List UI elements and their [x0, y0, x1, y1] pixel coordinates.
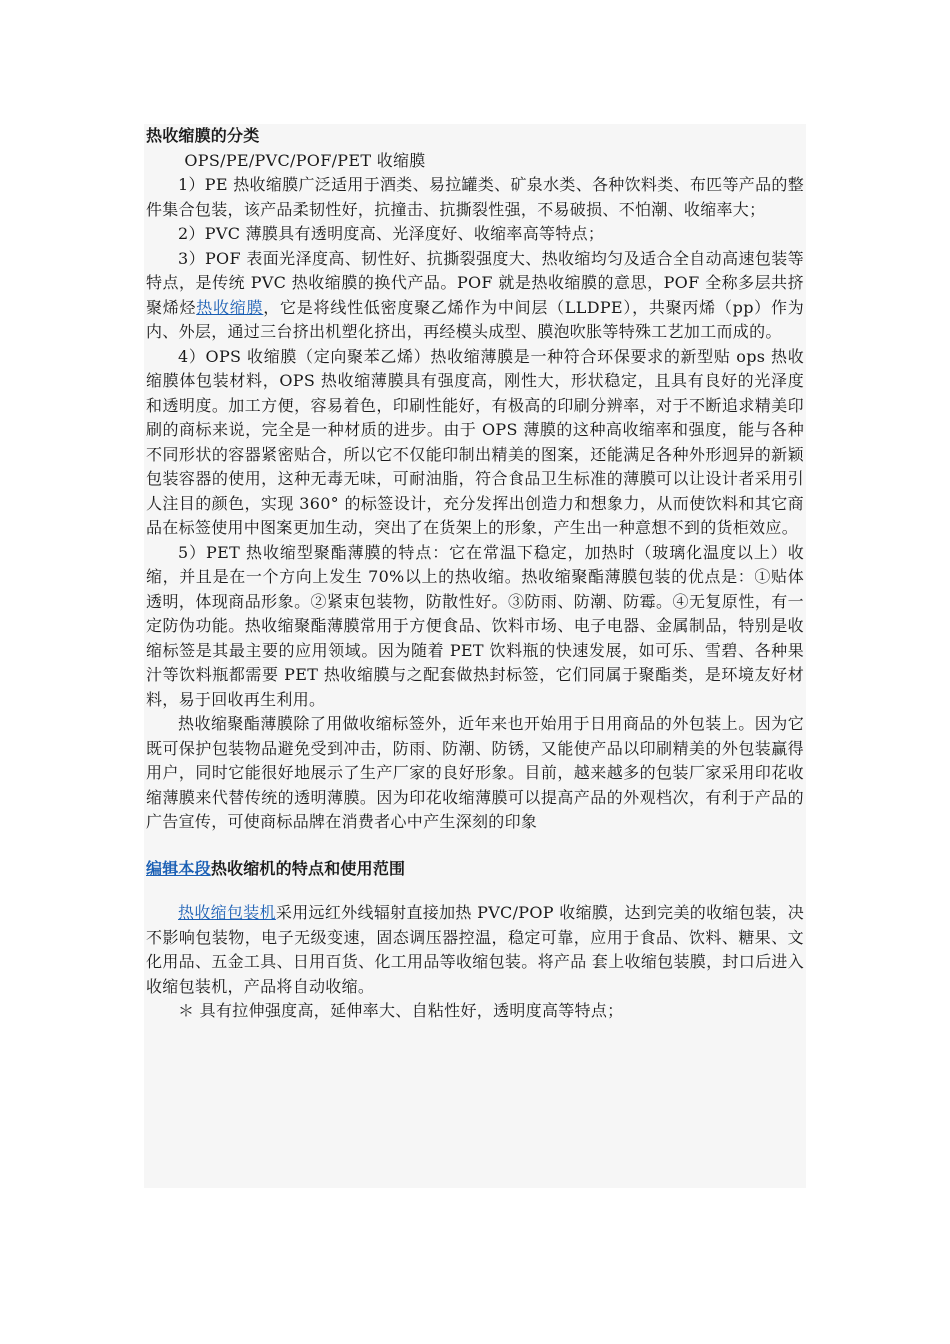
paragraph-pet-usage: 热收缩聚酯薄膜除了用做收缩标签外，近年来也开始用于日用商品的外包装上。因为它既可保护包装物品避免受到冲击，防雨、防潮、防锈，又能使产品以印刷精美的外包装赢得用户，同时它能很好地展示了生产厂家的良好形象。目前，越来越多的包装厂家采用印花收缩薄膜来代替传统的透明薄膜。因为印花收缩薄膜可以提高产品的外观档次，有利于产品的广告宣传，可使商标品牌在消费者心中产生深刻的印象 — [146, 714, 804, 831]
film-types-subtitle: OPS/PE/PVC/POF/PET 收缩膜 — [184, 150, 426, 170]
section-title-text: 热收缩机的特点和使用范围 — [210, 858, 406, 878]
paragraph-ops: 4）OPS 收缩膜（定向聚苯乙烯）热收缩薄膜是一种符合环保要求的新型贴 ops 热收缩膜体包装材料，OPS 热收缩薄膜具有强度高，刚性大，形状稳定，且具有良好的光泽度和透明度。加工方便，容易着色，印刷性能好，有极高的印刷分辨率，对于不断追求精美印刷的商标来说，完全是一种材质的进步。由于 OPS 薄膜的这种高收缩率和强度，能与各种不同形状的容器紧密贴合，所以它不仅能印制出精美的图案，还能满足各种外形迥异的新颖包装容器的使用，这种无毒无味，可耐油脂，符合食品卫生标准的薄膜可以让设计者采用引人注目的颜色，实现 360° 的标签设计，充分发挥出创造力和想象力，从而使饮料和其它商品在标签使用中图案更加生动，突出了在货架上的形象，产生出一种意想不到的货柜效应。 — [146, 346, 804, 537]
paragraph-machine — [146, 901, 804, 999]
paragraph-pof-text-after: ，它是将线性低密度聚乙烯作为中间层（LLDPE），共聚丙烯（pp）作为内、外层，通过三台挤出机塑化挤出，再经模头成型、膜泡吹胀等特殊工艺加工而成的。 — [146, 297, 804, 341]
paragraph-machine-text: 采用远红外线辐射直接加热 PVC/POP 收缩膜，达到完美的收缩包装，决不影响包装物，电子无级变速，固态调压器控温，稳定可靠，应用于食品、饮料、糖果、文化用品、五金工具、日用百货、化工用品等收缩包装。将产品 套上收缩包装膜，封口后进入收缩包装机，产品将自动收缩。 — [146, 903, 804, 996]
edit-section-link[interactable]: 编辑本段 — [146, 858, 211, 878]
section-title-shrink-machine — [146, 857, 804, 882]
section-title-film-classification: 热收缩膜的分类 — [146, 126, 260, 145]
paragraph-pvc: 2）PVC 薄膜具有透明度高、光泽度好、收缩率高等特点； — [178, 224, 605, 243]
paragraph-pof-text: 3）POF 表面光泽度高、韧性好、抗撕裂强度大、热收缩均匀及适合全自动高速包装等特点，是传统 PVC 热收缩膜的换代产品。POF 就是热收缩膜的意思，POF 全称多层共挤聚烯烃 — [146, 248, 804, 317]
shrink-packaging-machine-link[interactable]: 热收缩包装机 — [178, 903, 276, 922]
shrink-film-link[interactable]: 热收缩膜 — [196, 297, 264, 317]
paragraph-machine-feature: ＊ 具有拉伸强度高，延伸率大、自粘性好，透明度高等特点； — [178, 1001, 624, 1020]
article-content — [144, 124, 806, 1188]
paragraph-pof — [146, 247, 804, 345]
paragraph-pet: 5）PET 热收缩型聚酯薄膜的特点：它在常温下稳定，加热时（玻璃化温度以上）收缩，并且是在一个方向上发生 70%以上的热收缩。热收缩聚酯薄膜包装的优点是：①贴体透明，体现商品形象。②紧束包装物，防散性好。③防雨、防潮、防霉。④无复原性，有一定防伪功能。热收缩聚酯薄膜常用于方便食品、饮料市场、电子电器、金属制品，特别是收缩标签是其最主要的应用领域。因为随着 PET 饮料瓶的快速发展，如可乐、雪碧、各种果汁等饮料瓶都需要 PET 热收缩膜与之配套做热封标签，它们同属于聚酯类，是环境友好材料，易于回收再生利用。 — [146, 542, 804, 709]
paragraph-pe: 1）PE 热收缩膜广泛适用于酒类、易拉罐类、矿泉水类、各种饮料类、布匹等产品的整件集合包装，该产品柔韧性好，抗撞击、抗撕裂性强，不易破损、不怕潮、收缩率大； — [146, 175, 804, 219]
